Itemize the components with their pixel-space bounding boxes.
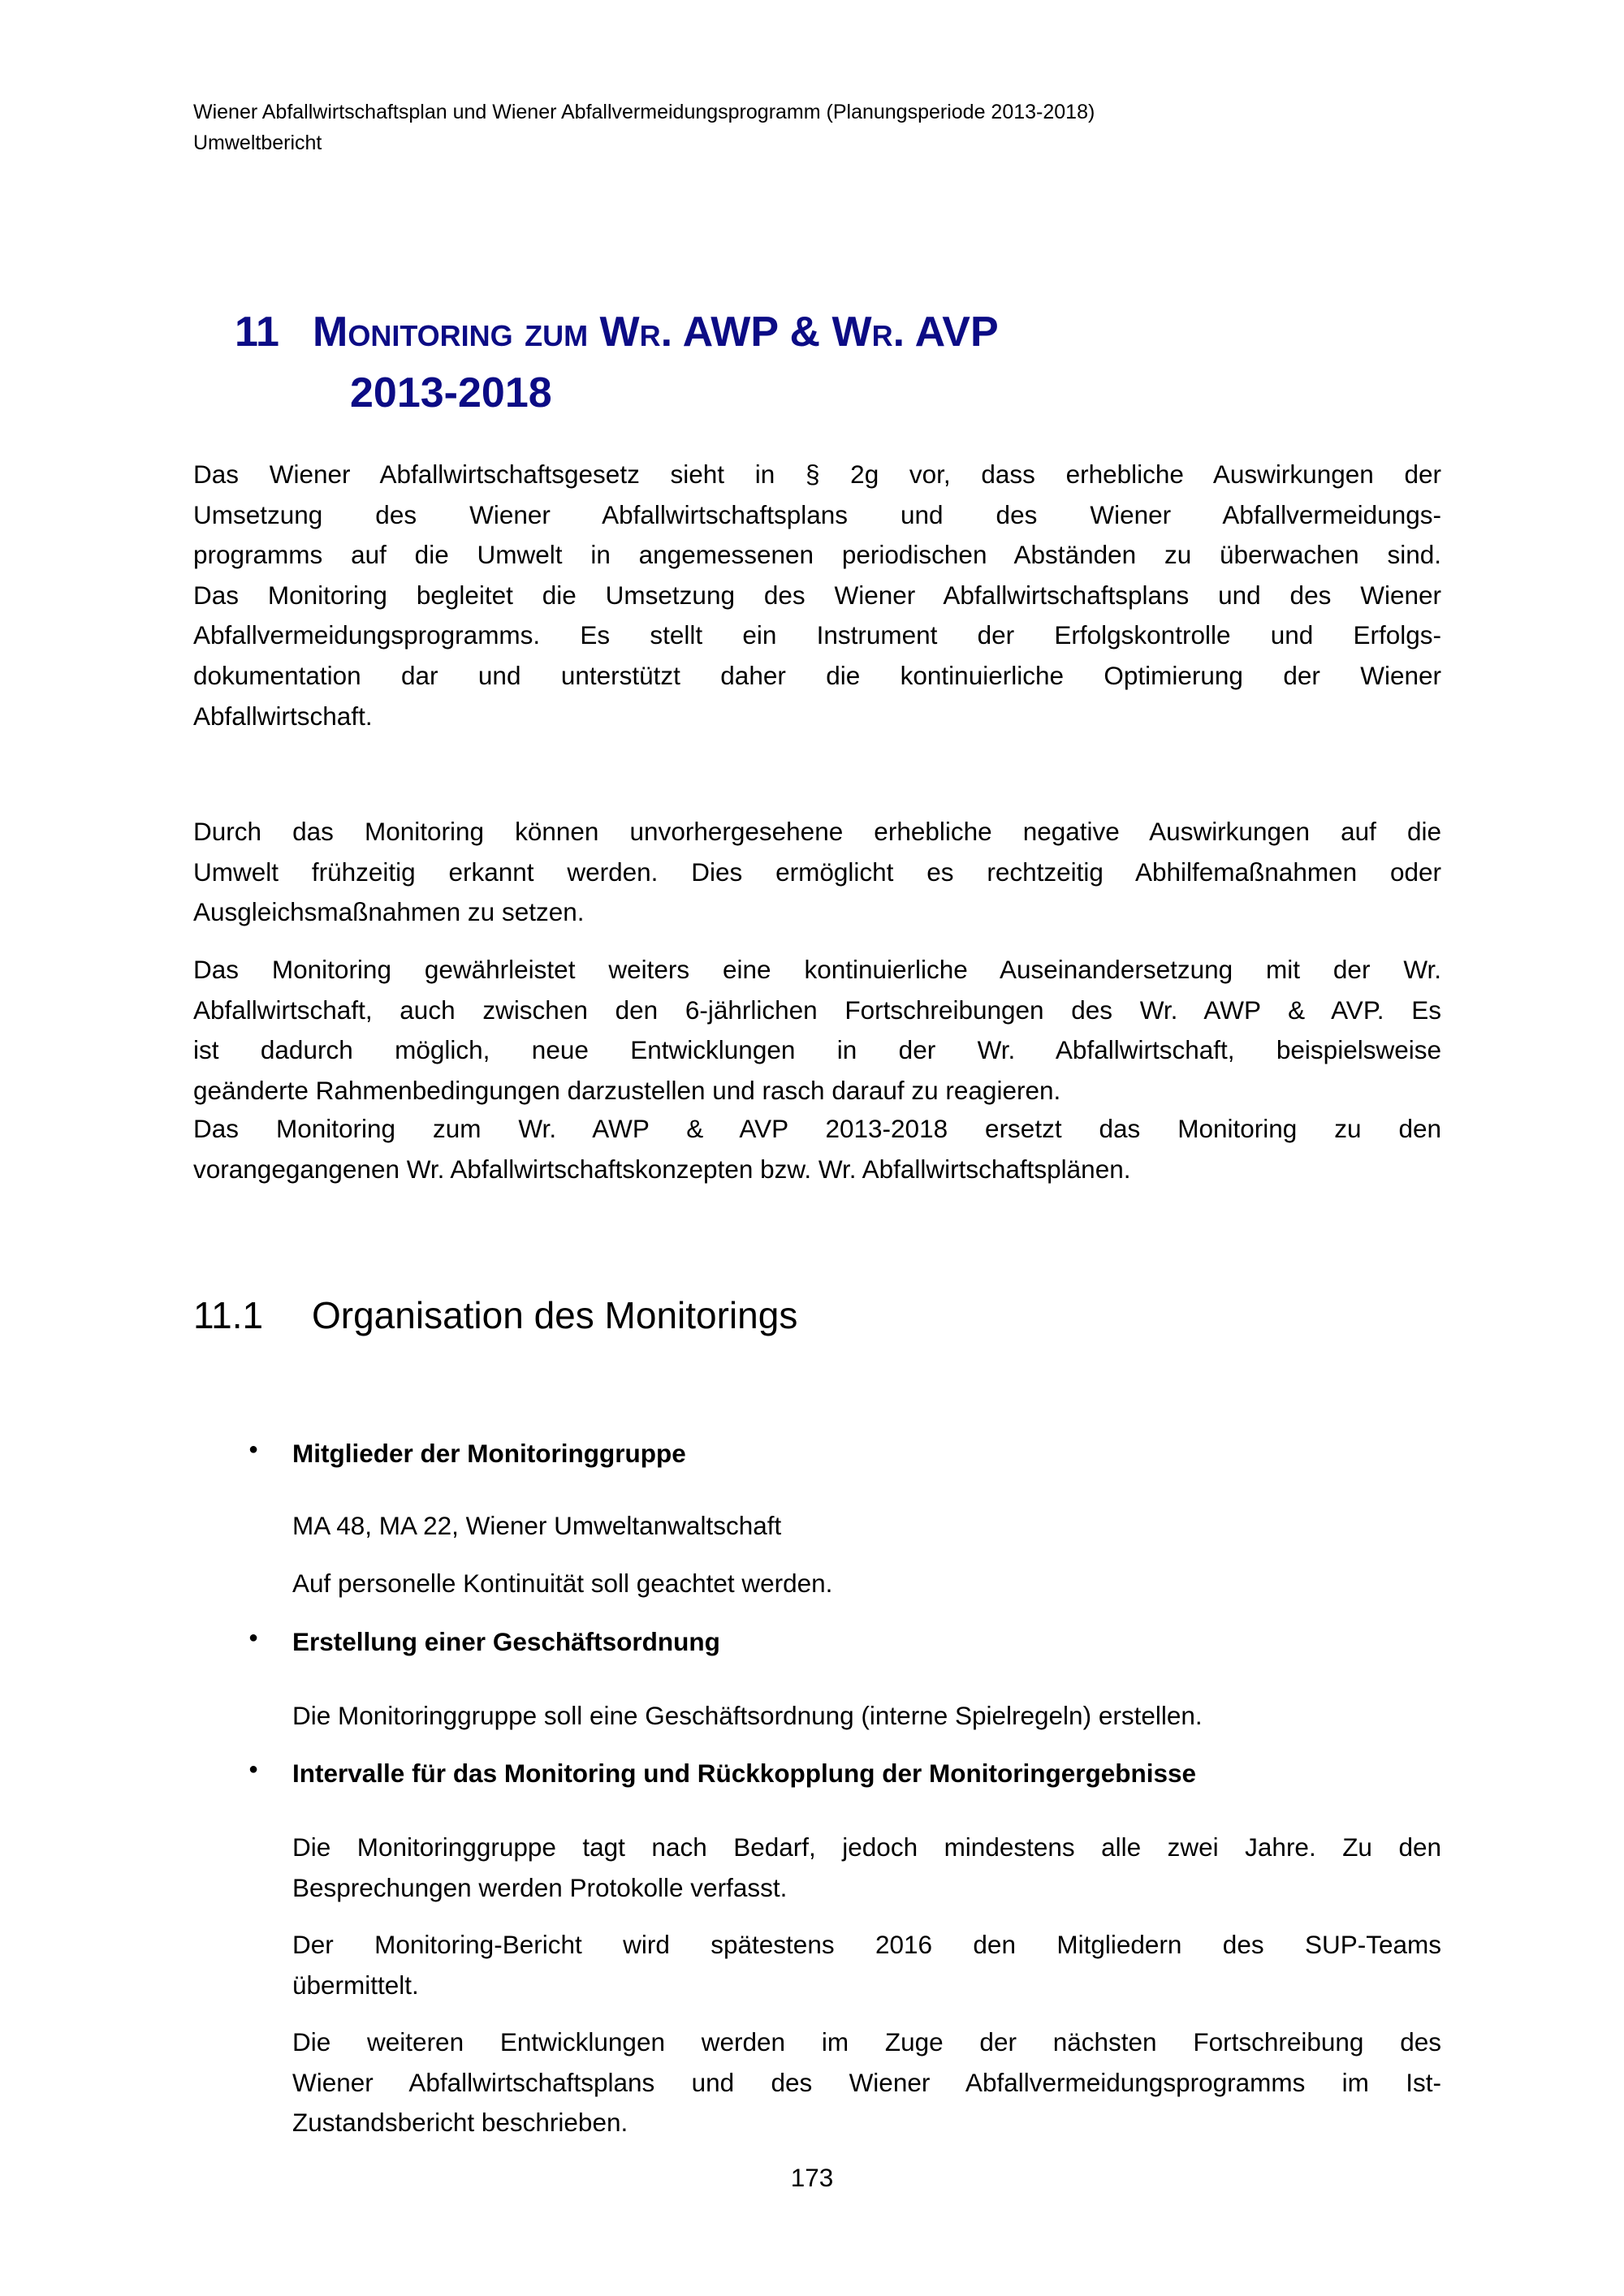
text-line: Abfallwirtschaft, auch zwischen den 6-jährlichen Fortschreibungen des Wr. AWP & AVP. Es — [193, 995, 1441, 1025]
text-line: Abfallwirtschaft. — [193, 701, 373, 731]
text-line: Abfallvermeidungsprogramms. Es stellt ein Instrument der Erfolgskontrolle und Erfolgs- — [193, 620, 1441, 650]
running-header-title: Wiener Abfallwirtschaftsplan und Wiener Abfallvermeidungsprogramm (Planungsperiode 2013-2018) — [193, 101, 1095, 123]
text-line: Das Wiener Abfallwirtschaftsgesetz sieht in § 2g vor, dass erhebliche Auswirkungen der — [193, 460, 1441, 489]
paragraph — [292, 1925, 1441, 2005]
bullet-icon: ● — [248, 1760, 259, 1778]
paragraph — [292, 1828, 1441, 1908]
text-line: übermittelt. — [292, 1970, 419, 2000]
text-line: dokumentation dar und unterstützt daher die kontinuierliche Optimierung der Wiener — [193, 660, 1441, 690]
bullet-heading: Intervalle für das Monitoring und Rückkopplung der Monitoringergebnisse — [292, 1759, 1197, 1788]
running-header-subtitle: Umweltbericht — [193, 132, 322, 154]
text-line: Die Monitoringgruppe soll eine Geschäftsordnung (interne Spielregeln) erstellen. — [292, 1701, 1203, 1730]
paragraph — [292, 2022, 1441, 2143]
paragraph — [292, 1506, 1441, 1547]
paragraph — [193, 950, 1441, 1111]
text-line: Das Monitoring begleitet die Umsetzung des Wiener Abfallwirtschaftsplans und des Wiener — [193, 580, 1441, 610]
text-line: Die Monitoringgruppe tagt nach Bedarf, jedoch mindestens alle zwei Jahre. Zu den — [292, 1832, 1441, 1862]
text-line: Umsetzung des Wiener Abfallwirtschaftsplans und des Wiener Abfallvermeidungs- — [193, 499, 1441, 529]
text-line: MA 48, MA 22, Wiener Umweltanwaltschaft — [292, 1511, 782, 1540]
text-line: Der Monitoring-Bericht wird spätestens 2016 den Mitgliedern des SUP-Teams — [292, 1930, 1441, 1959]
section-title: Organisation des Monitorings — [312, 1294, 798, 1336]
text-line: vorangegangenen Wr. Abfallwirtschaftskonzepten bzw. Wr. Abfallwirtschaftsplänen. — [193, 1154, 1131, 1184]
bullet-icon: ● — [248, 1440, 259, 1458]
text-line: Zustandsbericht beschrieben. — [292, 2108, 628, 2138]
chapter-title: Monitoring zum Wr. AWP & Wr. AVP — [313, 309, 999, 356]
text-line: Wiener Abfallwirtschaftsplans und des Wiener Abfallvermeidungsprogramms im Ist- — [292, 2067, 1441, 2097]
paragraph — [193, 812, 1441, 933]
paragraph — [292, 1696, 1441, 1737]
text-line: Durch das Monitoring können unvorhergesehene erhebliche negative Auswirkungen auf die — [193, 817, 1441, 846]
page-number: 173 — [790, 2163, 834, 2192]
text-line: Auf personelle Kontinuität soll geachtet werden. — [292, 1569, 833, 1598]
bullet-heading: Mitglieder der Monitoringgruppe — [292, 1439, 686, 1468]
text-line: Umwelt frühzeitig erkannt werden. Dies ermöglicht es rechtzeitig Abhilfemaßnahmen oder — [193, 857, 1441, 887]
text-line: ist dadurch möglich, neue Entwicklungen in der Wr. Abfallwirtschaft, beispielsweise — [193, 1035, 1441, 1065]
section-number: 11.1 — [193, 1294, 264, 1336]
chapter-title-years: 2013-2018 — [350, 369, 552, 416]
chapter-number: 11 — [235, 309, 279, 356]
text-line: Die weiteren Entwicklungen werden im Zuge der nächsten Fortschreibung des — [292, 2027, 1441, 2056]
bullet-icon: ● — [248, 1629, 259, 1646]
text-line: Das Monitoring gewährleistet weiters eine kontinuierliche Auseinandersetzung mit der Wr. — [193, 955, 1441, 984]
text-line: Besprechungen werden Protokolle verfasst. — [292, 1872, 788, 1902]
paragraph — [193, 455, 1441, 736]
paragraph — [193, 1109, 1441, 1189]
paragraph — [292, 1564, 1441, 1604]
text-line: programms auf die Umwelt in angemessenen periodischen Abständen zu überwachen sind. — [193, 540, 1441, 570]
text-line: geänderte Rahmenbedingungen darzustellen und rasch darauf zu reagieren. — [193, 1075, 1061, 1105]
text-line: Das Monitoring zum Wr. AWP & AVP 2013-2018 ersetzt das Monitoring zu den — [193, 1114, 1441, 1143]
text-line: Ausgleichsmaßnahmen zu setzen. — [193, 897, 585, 927]
bullet-heading: Erstellung einer Geschäftsordnung — [292, 1627, 720, 1656]
